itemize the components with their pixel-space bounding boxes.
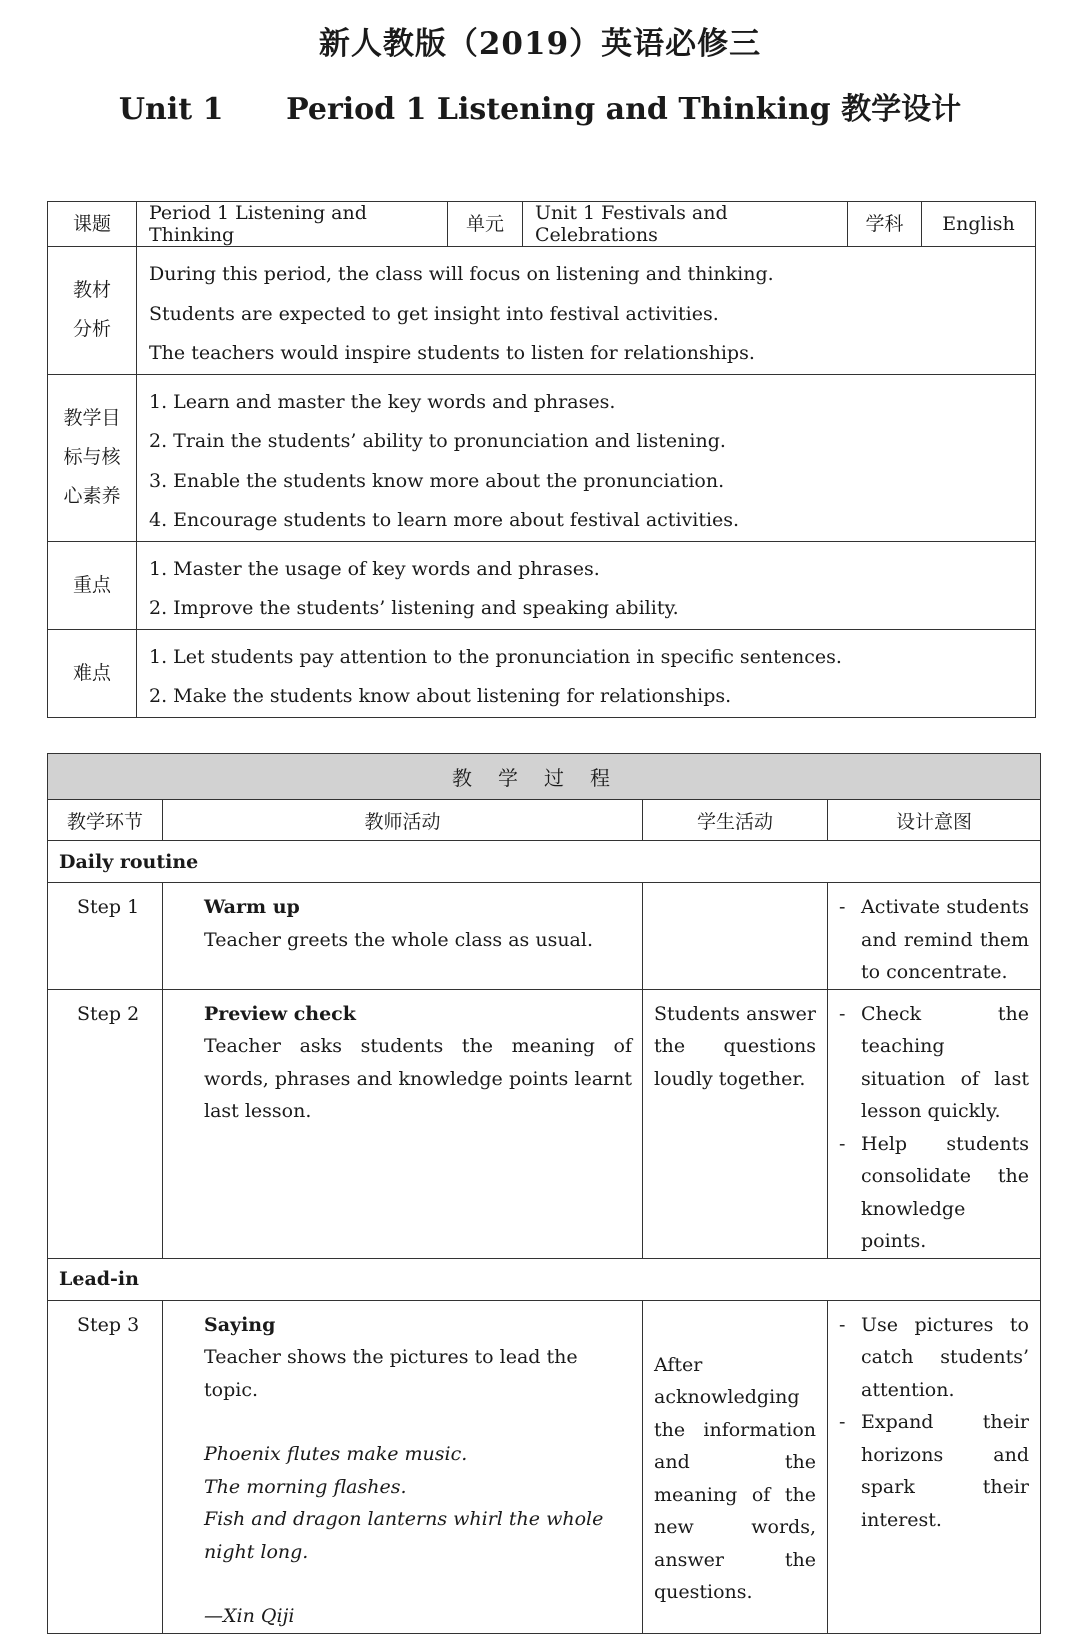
info-header-row [48,202,1036,247]
key-points-label: 重点 [48,541,137,629]
analysis-line: During this period, the class will focus on listening and thinking. [149,263,774,285]
poem-line: Phoenix flutes make music. [204,1443,468,1465]
period-label: Period 1 Listening and Thinking 教学设计 [286,92,962,127]
document-title: 新人教版（2019）英语必修三 [318,26,762,62]
step-row [48,989,1041,1258]
analysis-row [48,247,1036,375]
subject-value: English [922,202,1036,247]
step-label: Step 1 [48,883,163,990]
step-label: Step 2 [48,989,163,1258]
difficult-points-label: 难点 [48,629,137,717]
teacher-activity [163,883,643,990]
column-header-row [48,800,1041,841]
design-bullet: - Activate students and remind them to concentrate. [839,896,1029,983]
design-bullet: - Use pictures to catch students’ attention. [839,1313,1029,1401]
column-header-student: 学生活动 [643,800,828,841]
process-banner: 教学过程 [48,754,1041,800]
unit-value: Unit 1 Festivals and Celebrations [523,202,848,247]
design-bullet: - Expand their horizons and spark their interest. [839,1411,1029,1531]
teacher-text: Teacher asks students the meaning of words, phrases and knowledge points learnt last lesson. [204,1035,632,1122]
student-activity: After acknowledging the information and the meaning of the new words, answer the questions. [643,1300,828,1633]
design-intent [828,883,1041,990]
teacher-activity [163,1300,643,1633]
column-header-design: 设计意图 [828,800,1041,841]
section-row-lead-in [48,1258,1041,1300]
student-activity: Students answer the questions loudly together. [643,989,828,1258]
teacher-text: Teacher shows the pictures to lead the topic. [204,1346,578,1401]
goal-line: 4. Encourage students to learn more about festival activities. [149,509,740,531]
teacher-activity [163,989,643,1258]
process-banner-row [48,754,1041,800]
design-bullet: - Help students consolidate the knowledge points. [839,1132,1029,1252]
goals-content [137,374,1036,541]
design-intent [828,1300,1041,1633]
topic-label: 课题 [48,202,137,247]
column-header-stage: 教学环节 [48,800,163,841]
analysis-line: Students are expected to get insight into festival activities. [149,302,719,325]
activity-heading: Preview check [204,1002,356,1025]
step-row [48,1300,1041,1633]
section-title: Daily routine [48,841,1041,883]
lesson-info-table [47,201,1036,718]
step-row [48,883,1041,990]
section-title: Lead-in [48,1258,1041,1300]
goal-line: 3. Enable the students know more about the pronunciation. [149,469,725,492]
key-points-content [137,541,1036,629]
step-label: Step 3 [48,1300,163,1633]
key-points-row [48,541,1036,629]
topic-value: Period 1 Listening and Thinking [137,202,448,247]
goals-label: 教学目 标与核 心素养 [48,374,137,541]
key-point-line: 2. Improve the students’ listening and speaking ability. [149,597,679,619]
design-intent [828,989,1041,1258]
column-header-teacher: 教师活动 [163,800,643,841]
teaching-process-table [47,753,1041,1634]
goal-line: 2. Train the students’ ability to pronunciation and listening. [149,430,726,452]
key-point-line: 1. Master the usage of key words and phrases. [149,557,600,580]
subject-label: 学科 [848,202,922,247]
design-bullet: - Check the teaching situation of last lesson quickly. [839,1002,1029,1122]
difficult-point-line: 2. Make the students know about listening for relationships. [149,685,732,707]
activity-heading: Saying [204,1313,276,1336]
poem-line: Fish and dragon lanterns whirl the whole night long. [204,1508,604,1563]
difficult-points-content [137,629,1036,717]
difficult-points-row [48,629,1036,717]
teacher-text: Teacher greets the whole class as usual. [204,928,593,951]
section-row-daily-routine [48,841,1041,883]
analysis-label: 教材 分析 [48,247,137,375]
analysis-content [137,247,1036,375]
unit-label-cell: 单元 [448,202,523,247]
unit-label: Unit 1 [118,92,224,127]
student-activity [643,883,828,990]
document-subtitle [0,84,1080,128]
analysis-line: The teachers would inspire students to listen for relationships. [149,342,755,364]
difficult-point-line: 1. Let students pay attention to the pronunciation in specific sentences. [149,645,842,668]
poem-line: The morning flashes. [204,1475,407,1498]
goal-line: 1. Learn and master the key words and phrases. [149,390,616,413]
activity-heading: Warm up [204,896,300,918]
poem-author: —Xin Qiji [204,1605,295,1627]
goals-row [48,374,1036,541]
